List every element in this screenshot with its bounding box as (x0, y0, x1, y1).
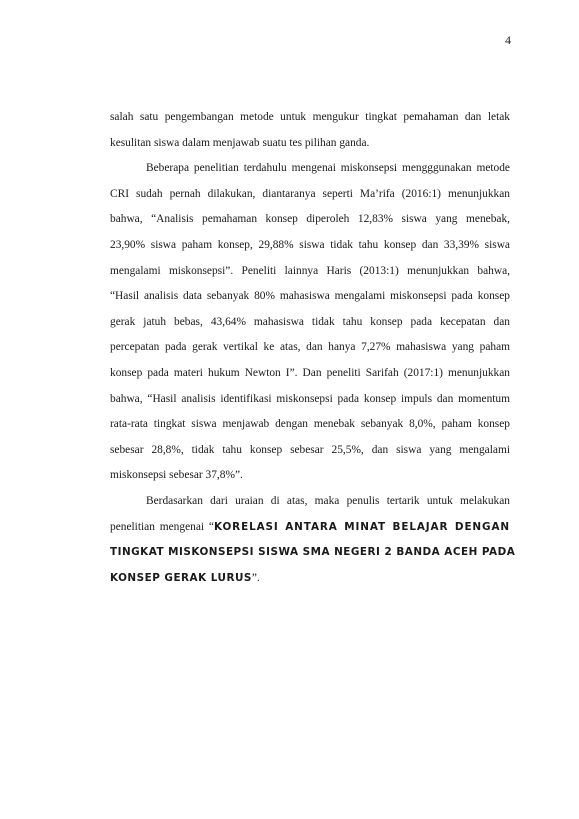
paragraph-3-line-2 (110, 515, 510, 541)
paragraph-1-line-2: kesulitan siswa dalam menjawab suatu tes pilihan ganda. (110, 136, 370, 149)
research-title-part-1: KORELASI ANTARA MINAT BELAJAR DENGAN (213, 520, 510, 533)
document-body (110, 105, 516, 591)
paragraph-2-line-4: 23,90% siswa paham konsep, 29,88% siswa tidak tahu konsep dan 33,39% siswa (110, 238, 510, 251)
paragraph-2-line-9: konsep pada materi hukum Newton I”. Dan peneliti Sarifah (2017:1) menunjukkan (110, 366, 510, 379)
paragraph-3-line-4 (110, 566, 510, 592)
paragraph-3-closing: ”. (251, 571, 260, 584)
paragraph-2-line-10: bahwa, “Hasil analisis identifikasi miskonsepsi pada konsep impuls dan momentum (110, 392, 510, 405)
paragraph-3-prefix: penelitian mengenai “ (110, 520, 214, 533)
paragraph-1-line-1: salah satu pengembangan metode untuk mengukur tingkat pemahaman dan letak (110, 111, 510, 123)
paragraph-2-line-5: mengalami miskonsepsi”. Peneliti lainnya Haris (2013:1) menunjukkan bahwa, (110, 264, 510, 277)
research-title-part-2: TINGKAT MISKONSEPSI SISWA SMA NEGERI 2 BANDA ACEH PADA (110, 546, 516, 559)
paragraph-2-line-13: miskonsepsi sebesar 37,8%”. (110, 469, 243, 482)
paragraph-3 (110, 489, 516, 591)
paragraph-2-line-1: Beberapa penelitian terdahulu mengenai miskonsepsi mengggunakan metode (146, 162, 510, 175)
paragraph-2-line-11: rata-rata tingkat siswa menjawab dengan menebak sebanyak 8,0%, paham konsep (110, 418, 510, 431)
research-title-part-3: KONSEP GERAK LURUS (110, 571, 252, 584)
paragraph-2-line-7: gerak jatuh bebas, 43,64% mahasiswa tidak tahu konsep pada kecepatan dan (110, 315, 510, 328)
paragraph-2 (110, 156, 510, 489)
page-number: 4 (505, 33, 511, 47)
paragraph-2-line-3: bahwa, “Analisis pemahaman konsep diperoleh 12,83% siswa yang menebak, (110, 213, 510, 226)
paragraph-1 (110, 105, 510, 156)
paragraph-2-line-12: sebesar 28,8%, tidak tahu konsep sebesar 25,5%, dan siswa yang mengalami (110, 443, 510, 456)
paragraph-2-line-2: CRI sudah pernah dilakukan, diantaranya seperti Ma’rifa (2016:1) menunjukkan (110, 187, 510, 200)
paragraph-2-line-8: percepatan pada gerak vertikal ke atas, dan hanya 7,27% mahasiswa yang paham (110, 341, 510, 354)
paragraph-2-line-6: “Hasil analisis data sebanyak 80% mahasiswa mengalami miskonsepsi pada konsep (110, 290, 510, 303)
paragraph-3-line-1: Berdasarkan dari uraian di atas, maka penulis tertarik untuk melakukan (146, 494, 510, 507)
